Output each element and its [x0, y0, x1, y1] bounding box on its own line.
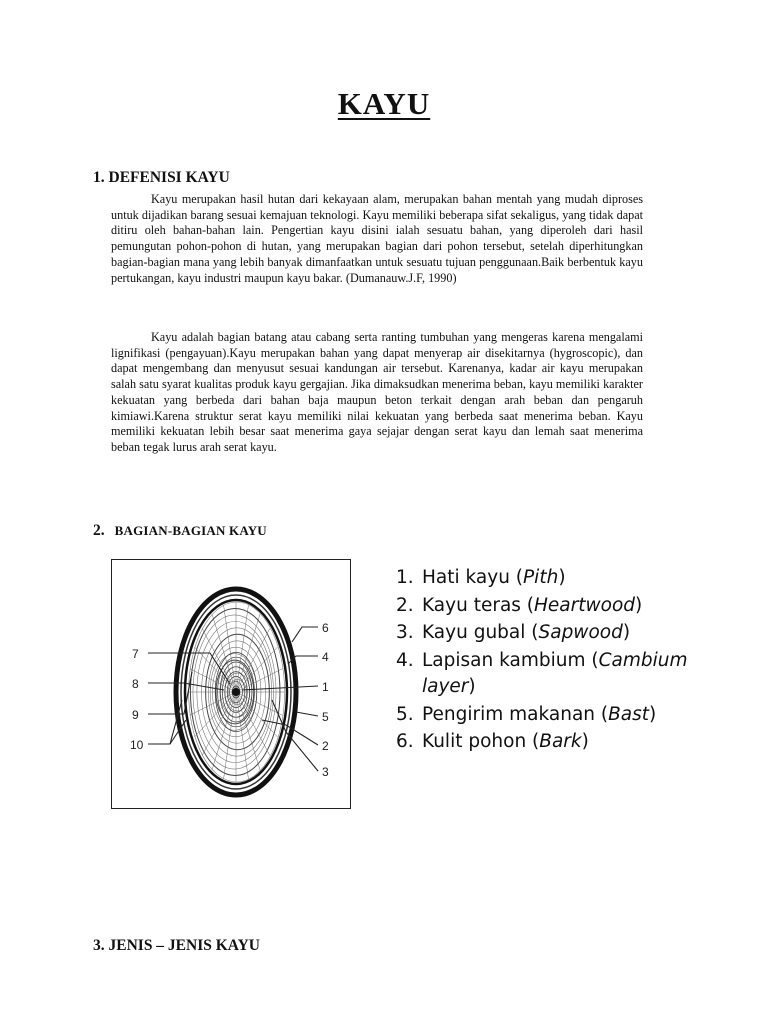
wood-ray	[202, 692, 236, 756]
section-2-title: BAGIAN-BAGIAN KAYU	[114, 523, 267, 538]
section-2-number: 2.	[93, 522, 105, 539]
figure-label-9: 9	[132, 708, 139, 722]
leader-line-5	[296, 712, 318, 716]
wood-cross-section-diagram	[112, 560, 352, 810]
list-item: 5. Pengirim makanan (Bast)	[396, 703, 657, 725]
leader-line-6	[292, 627, 318, 642]
wood-parts-list	[396, 565, 726, 757]
figure-label-8: 8	[132, 677, 139, 691]
paragraph-1: Kayu merupakan hasil hutan dari kekayaan alam, merupakan bahan mentah yang mudah diproses untuk dijadikan barang sesuai kemajuan teknologi. Kayu memiliki beberapa sifat sekaligus, yang tidak dapat ditiru oleh bahan-bahan lain. Pengertian kayu disini ialah sesuatu bahan, yang diperoleh dari hasil pemungutan pohon-pohon di hutan, yang merupakan bagian dari pohon tersebut, setelah diperhitungkan bagian-bagian mana yang lebih banyak dimanfaatkan untuk sesuatu tujuan penggunaan.Baik berbentuk kayu pertukangan, kayu industri maupun kayu bakar. (Dumanauw.J.F, 1990)	[111, 192, 643, 285]
list-item: 1. Hati kayu (Pith)	[396, 567, 566, 588]
figure-label-3: 3	[322, 765, 329, 779]
figure-label-1: 1	[322, 680, 329, 694]
section-2-heading	[93, 522, 267, 540]
wood-ray	[224, 692, 236, 779]
list-item: 2. Kayu teras (Heartwood)	[396, 594, 643, 616]
section-1-heading: 1. DEFENISI KAYU	[93, 169, 230, 186]
list-item: 4. Lapisan kambium (Cambium layer)	[396, 649, 688, 697]
wood-cross-section-figure	[111, 559, 351, 809]
figure-label-6: 6	[322, 621, 329, 635]
figure-label-5: 5	[322, 710, 329, 724]
list-item: 3. Kayu gubal (Sapwood)	[396, 622, 631, 643]
paragraph-2: Kayu adalah bagian batang atau cabang serta ranting tumbuhan yang mengeras karena mengalami lignifikasi (pengayuan).Kayu merupakan bahan yang dapat menyerap air disekitarnya (hygroscopic), dan dapat mengembang dan menyusut sesuai kandungan air tersebut. Karenanya, kadar air kayu merupakan salah satu syarat kualitas produk kayu gergajian. Jika dimaksudkan menerima beban, kayu memiliki karakter kekuatan yang berbeda dari bahan baja maupun beton terkait dengan arah beban dan pengaruh kimiawi.Karena struktur serat kayu memiliki nilai kekuatan yang berbeda saat menerima beban. Kayu memiliki kekuatan lebih besar saat menerima gaya sejajar dengan serat kayu dan lemah saat menerima beban tegak lurus arah serat kayu.	[111, 330, 643, 454]
figure-label-2: 2	[322, 739, 329, 753]
figure-label-10: 10	[130, 738, 144, 752]
document-title: KAYU	[337, 86, 431, 121]
section-3-heading: 3. JENIS – JENIS KAYU	[93, 937, 260, 954]
figure-label-7: 7	[132, 647, 139, 661]
figure-label-4: 4	[322, 650, 329, 664]
list-item: 6. Kulit pohon (Bark)	[396, 731, 589, 752]
wood-ray	[202, 628, 236, 692]
wood-ray	[224, 605, 236, 692]
pith-dot	[232, 688, 240, 696]
